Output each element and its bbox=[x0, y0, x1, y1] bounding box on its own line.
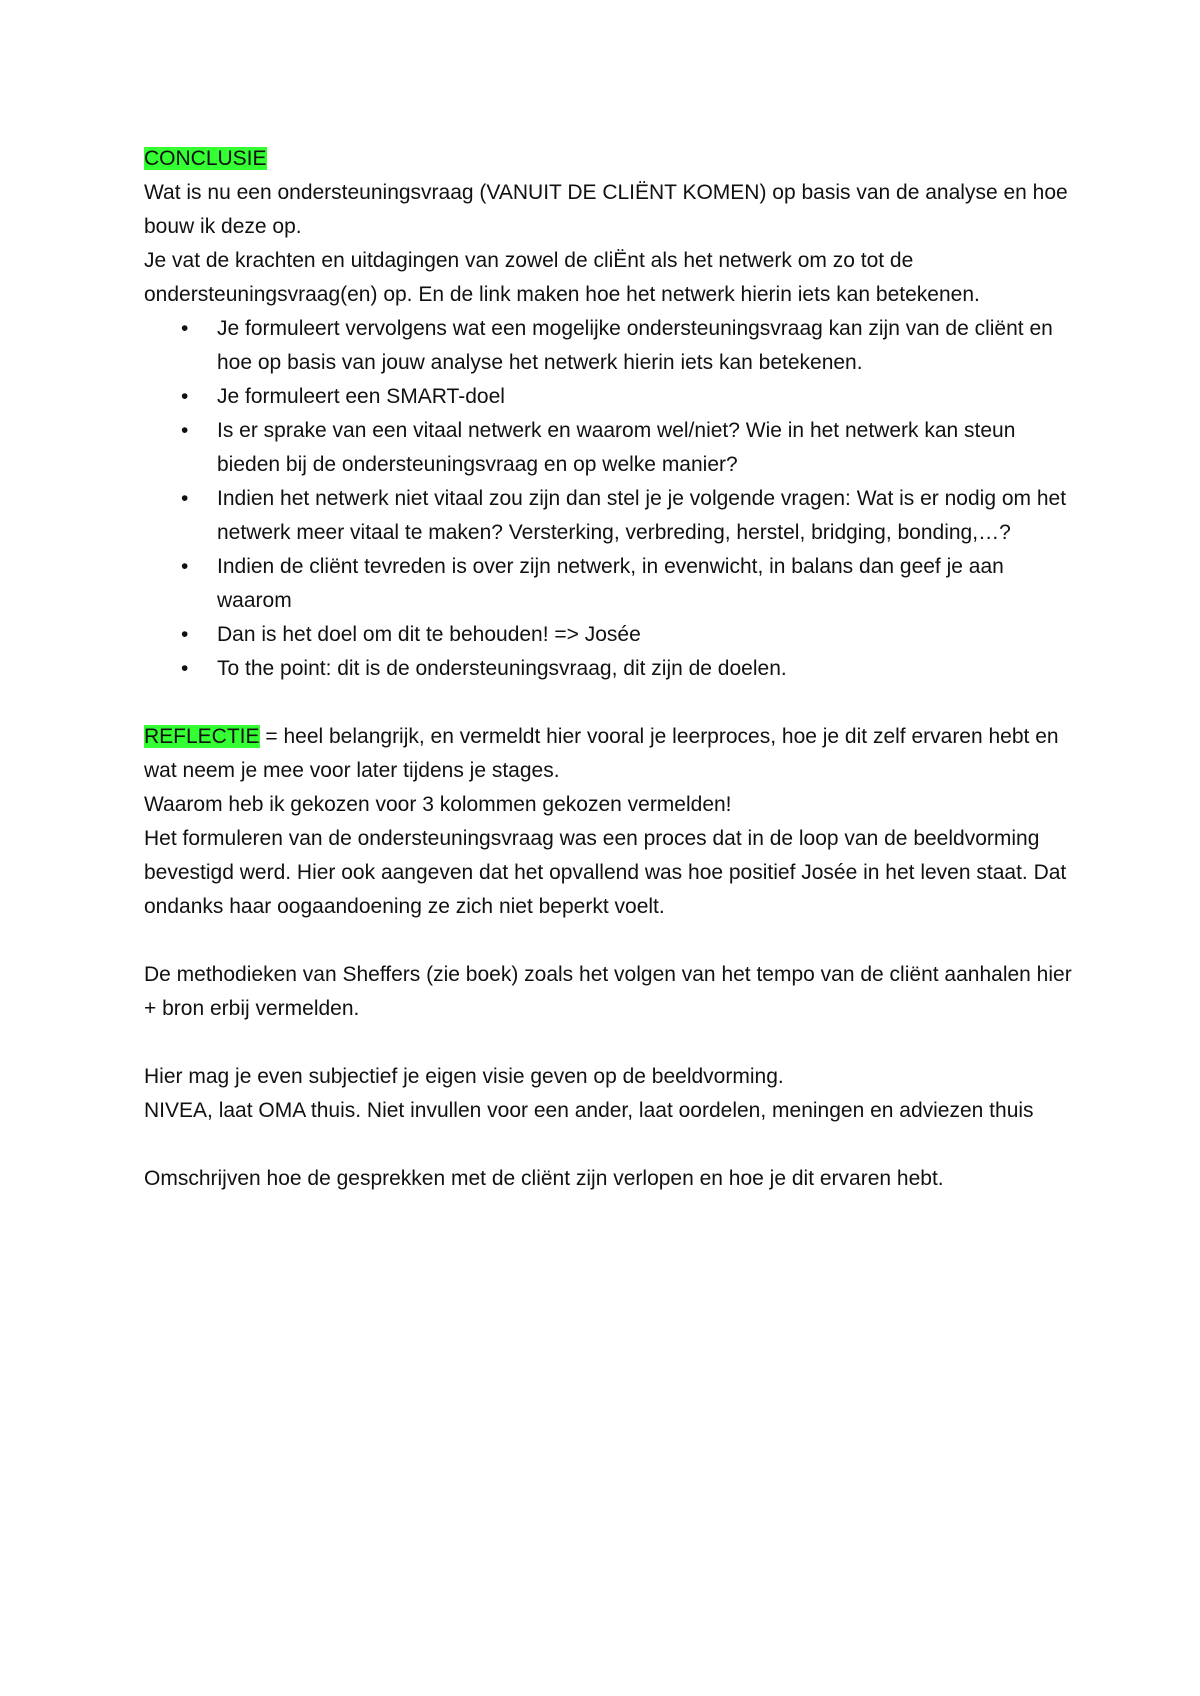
list-item bbox=[144, 550, 1074, 618]
list-item bbox=[144, 652, 1074, 686]
reflectie-intro-text: = heel belangrijk, en vermeldt hier vooral je leerproces, hoe je dit zelf ervaren hebt en wat neem je mee voor later tijdens je stages. bbox=[144, 725, 1059, 782]
list-item-text: Is er sprake van een vitaal netwerk en waarom wel/niet? Wie in het netwerk kan steun bieden bij de ondersteuningsvraag en op welke manier? bbox=[217, 419, 1016, 476]
bullet-icon: • bbox=[181, 555, 189, 578]
list-item bbox=[144, 414, 1074, 482]
list-item bbox=[144, 312, 1074, 380]
reflectie-nivea-paragraph: NIVEA, laat OMA thuis. Niet invullen voor een ander, laat oordelen, meningen en adviezen thuis bbox=[144, 1099, 1034, 1122]
list-item bbox=[144, 380, 1074, 414]
conclusie-bullet-list bbox=[144, 312, 1074, 686]
reflectie-methodieken-paragraph: De methodieken van Sheffers (zie boek) zoals het volgen van het tempo van de cliënt aanhalen hier + bron erbij vermelden. bbox=[144, 963, 1072, 1020]
bullet-icon: • bbox=[181, 487, 189, 510]
list-item-text: Je formuleert een SMART-doel bbox=[217, 385, 505, 408]
list-item-text: Dan is het doel om dit te behouden! => Josée bbox=[217, 623, 641, 646]
spacer bbox=[144, 686, 1074, 720]
list-item bbox=[144, 618, 1074, 652]
document-page bbox=[144, 142, 1074, 1196]
reflectie-heading: REFLECTIE bbox=[144, 725, 260, 748]
bullet-icon: • bbox=[181, 317, 189, 340]
reflectie-subjectief-line: Hier mag je even subjectief je eigen visie geven op de beeldvorming. bbox=[144, 1065, 784, 1088]
spacer bbox=[144, 1128, 1074, 1162]
bullet-icon: • bbox=[181, 419, 189, 442]
reflectie-intro bbox=[144, 720, 1074, 788]
conclusie-heading: CONCLUSIE bbox=[144, 147, 267, 170]
list-item bbox=[144, 482, 1074, 550]
reflectie-formuleren-paragraph: Het formuleren van de ondersteuningsvraag was een proces dat in de loop van de beeldvorming bevestigd werd. Hier ook aangeven dat het opvallend was hoe positief Josée in het leven staat. Dat ondanks haar oogaandoening ze zich niet beperkt voelt. bbox=[144, 827, 1067, 918]
bullet-icon: • bbox=[181, 385, 189, 408]
list-item-text: Je formuleert vervolgens wat een mogelijke ondersteuningsvraag kan zijn van de cliënt en hoe op basis van jouw analyse het netwerk hierin iets kan betekenen. bbox=[217, 317, 1053, 374]
spacer bbox=[144, 1026, 1074, 1060]
conclusie-heading-line bbox=[144, 142, 1074, 176]
bullet-icon: • bbox=[181, 657, 189, 680]
reflectie-omschrijven-line: Omschrijven hoe de gesprekken met de cliënt zijn verlopen en hoe je dit ervaren hebt. bbox=[144, 1167, 944, 1190]
conclusie-paragraph-2: Je vat de krachten en uitdagingen van zowel de cliËnt als het netwerk om zo tot de ondersteuningsvraag(en) op. En de link maken hoe het netwerk hierin iets kan betekenen. bbox=[144, 249, 980, 306]
bullet-icon: • bbox=[181, 623, 189, 646]
list-item-text: To the point: dit is de ondersteuningsvraag, dit zijn de doelen. bbox=[217, 657, 787, 680]
conclusie-paragraph-1: Wat is nu een ondersteuningsvraag (VANUIT DE CLIËNT KOMEN) op basis van de analyse en hoe bouw ik deze op. bbox=[144, 181, 1068, 238]
reflectie-kolommen-line: Waarom heb ik gekozen voor 3 kolommen gekozen vermelden! bbox=[144, 793, 732, 816]
list-item-text: Indien de cliënt tevreden is over zijn netwerk, in evenwicht, in balans dan geef je aan waarom bbox=[217, 555, 1004, 612]
list-item-text: Indien het netwerk niet vitaal zou zijn dan stel je je volgende vragen: Wat is er nodig om het netwerk meer vitaal te maken? Versterking, verbreding, herstel, bridging, bonding,…? bbox=[217, 487, 1067, 544]
spacer bbox=[144, 924, 1074, 958]
